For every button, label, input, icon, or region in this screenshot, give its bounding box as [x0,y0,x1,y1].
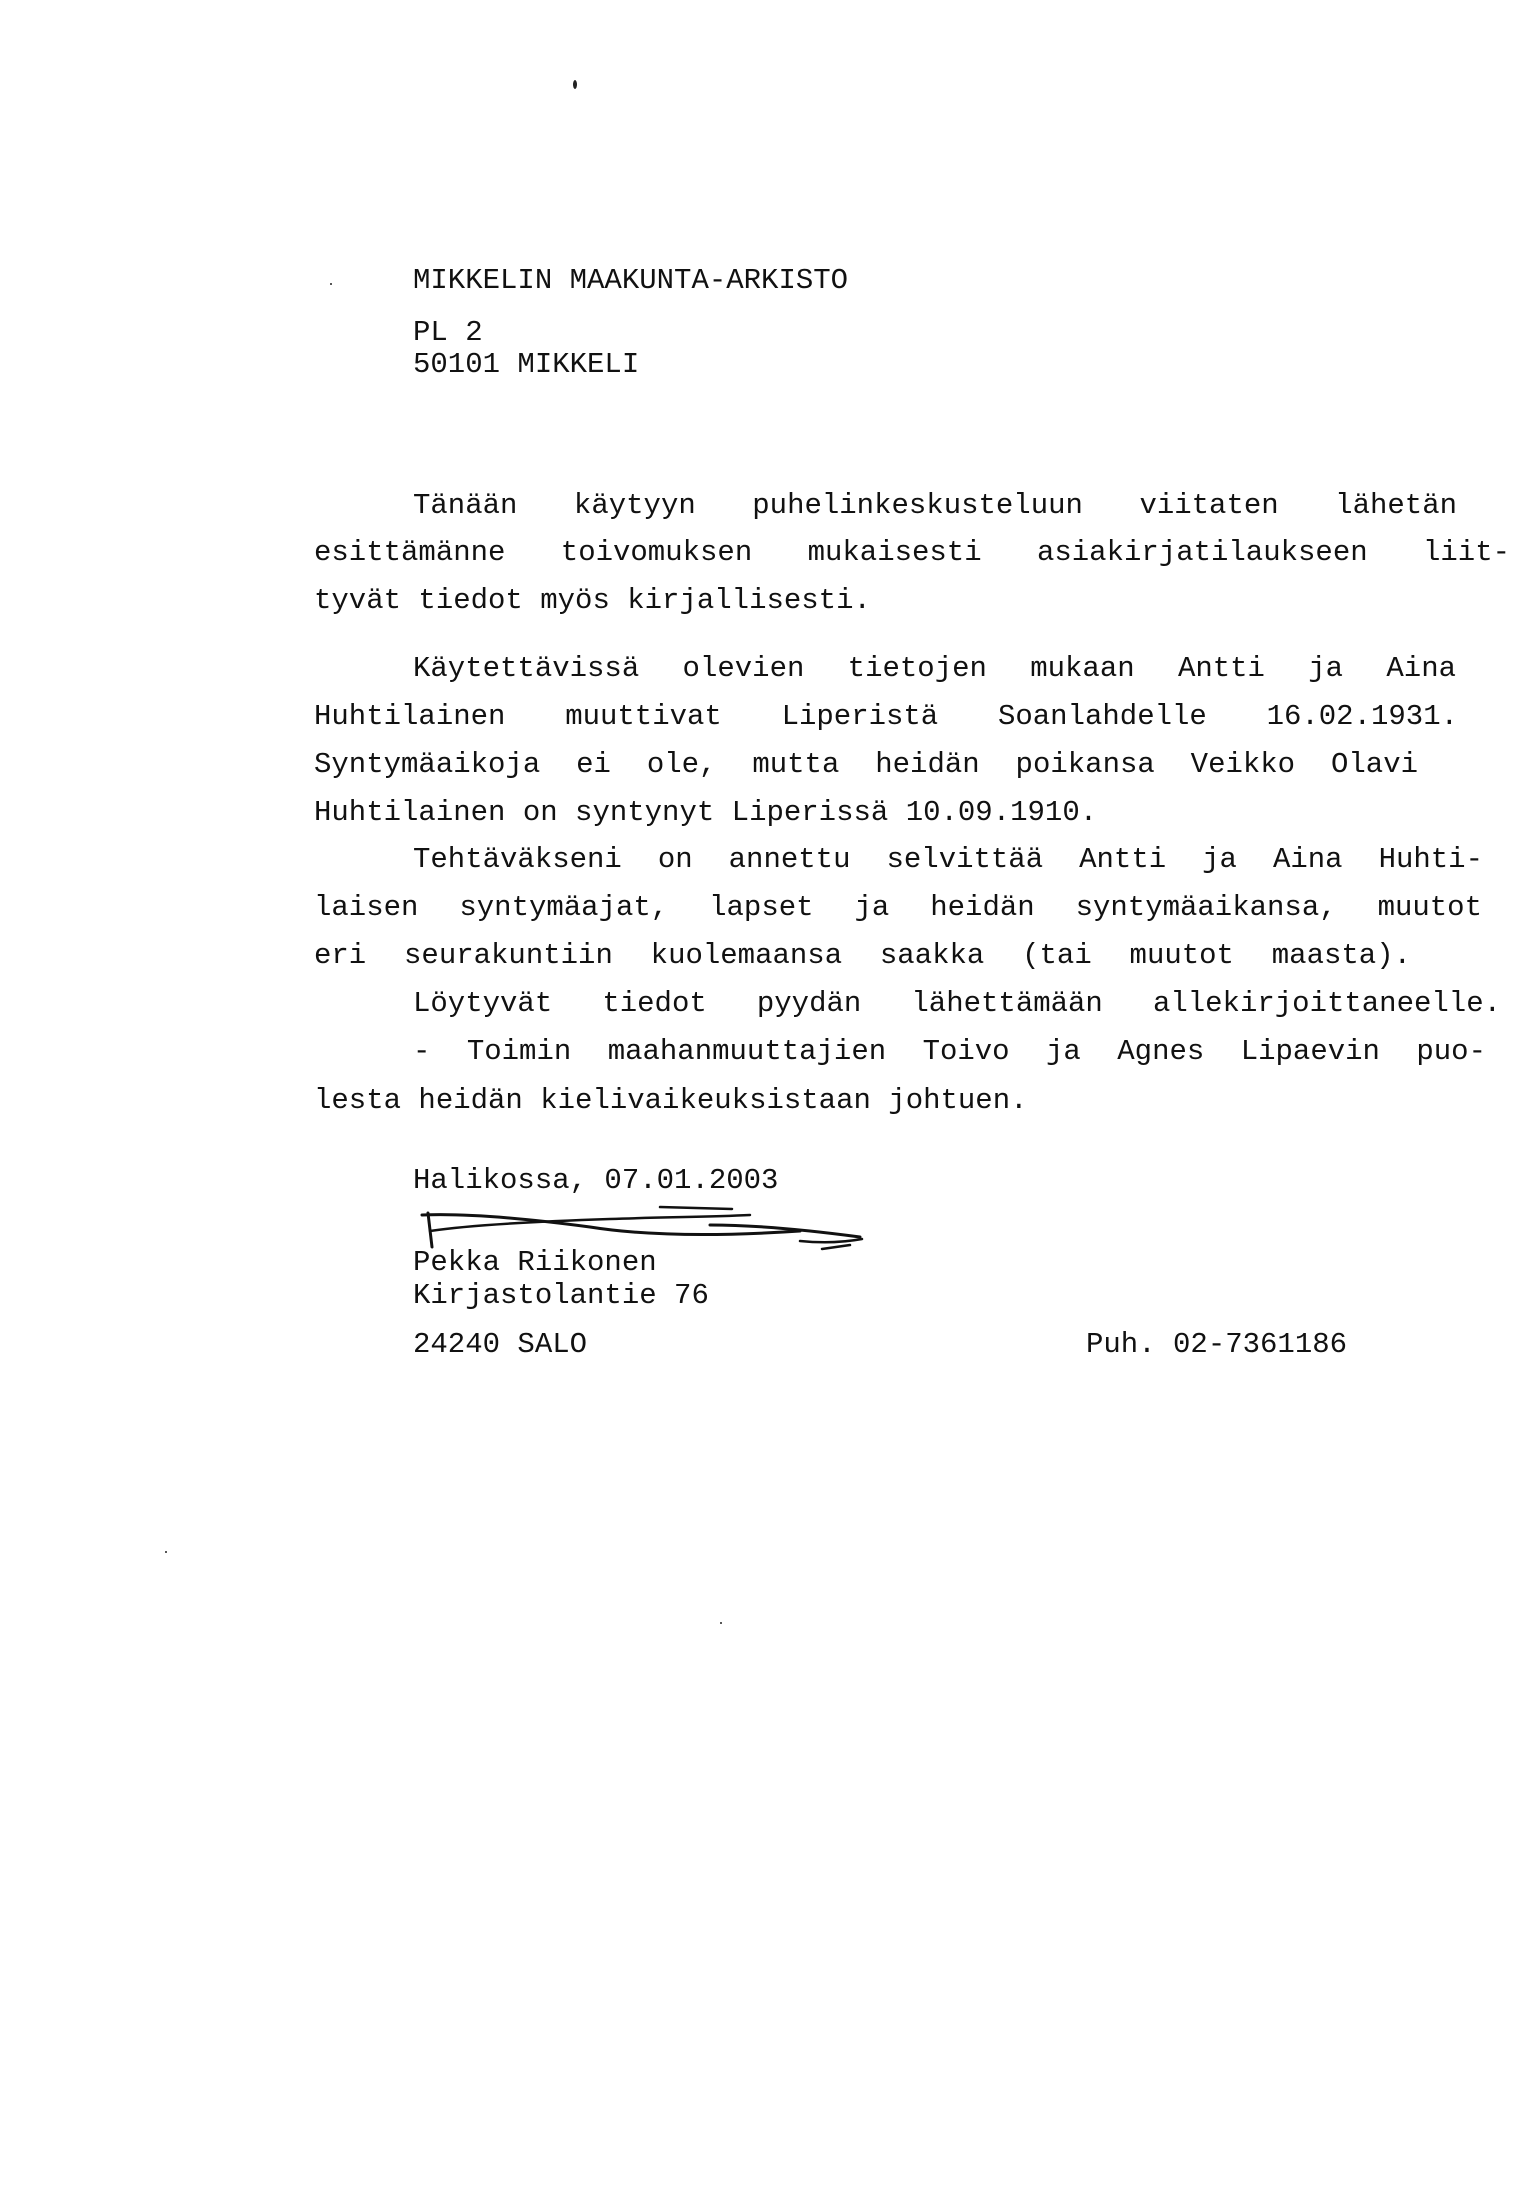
body-line: - Toimin maahanmuuttajien Toivo ja Agnes Lipaevin puo- [413,1035,1486,1068]
recipient-name: MIKKELIN MAAKUNTA-ARKISTO [413,264,849,297]
body-line: eri seurakuntiin kuolemaansa saakka (tai muutot maasta). [314,939,1411,972]
recipient-city: 50101 MIKKELI [413,348,640,381]
body-line: lesta heidän kielivaikeuksistaan johtuen. [314,1084,1028,1117]
scan-speck [165,1551,167,1553]
sender-city: 24240 SALO [413,1328,588,1361]
body-line: laisen syntymäajat, lapset ja heidän syntymäaikansa, muutot [314,891,1482,924]
body-line: Huhtilainen muuttivat Liperistä Soanlahdelle 16.02.1931. [314,700,1458,733]
body-line: Huhtilainen on syntynyt Liperissä 10.09.1910. [314,796,1098,829]
body-line: Löytyvät tiedot pyydän lähettämään allekirjoittaneelle. [413,987,1501,1020]
scan-speck [330,283,332,285]
scan-speck [573,80,577,89]
body-line: Käytettävissä olevien tietojen mukaan Antti ja Aina [413,652,1456,685]
body-line: tyvät tiedot myös kirjallisesti. [314,584,871,617]
body-line: Tehtäväkseni on annettu selvittää Antti ja Aina Huhti- [413,843,1483,876]
scan-speck [720,1622,722,1624]
body-line: Syntymäaikoja ei ole, mutta heidän poikansa Veikko Olavi [314,748,1418,781]
recipient-po-box: PL 2 [413,316,483,349]
body-line: esittämänne toivomuksen mukaisesti asiakirjatilaukseen liit- [314,536,1510,569]
place-and-date: Halikossa, 07.01.2003 [413,1164,779,1197]
sender-name: Pekka Riikonen [413,1246,657,1279]
sender-street: Kirjastolantie 76 [413,1279,709,1312]
sender-phone: Puh. 02-7361186 [1086,1328,1348,1361]
body-line: Tänään käytyyn puhelinkeskusteluun viitaten lähetän [413,489,1457,522]
